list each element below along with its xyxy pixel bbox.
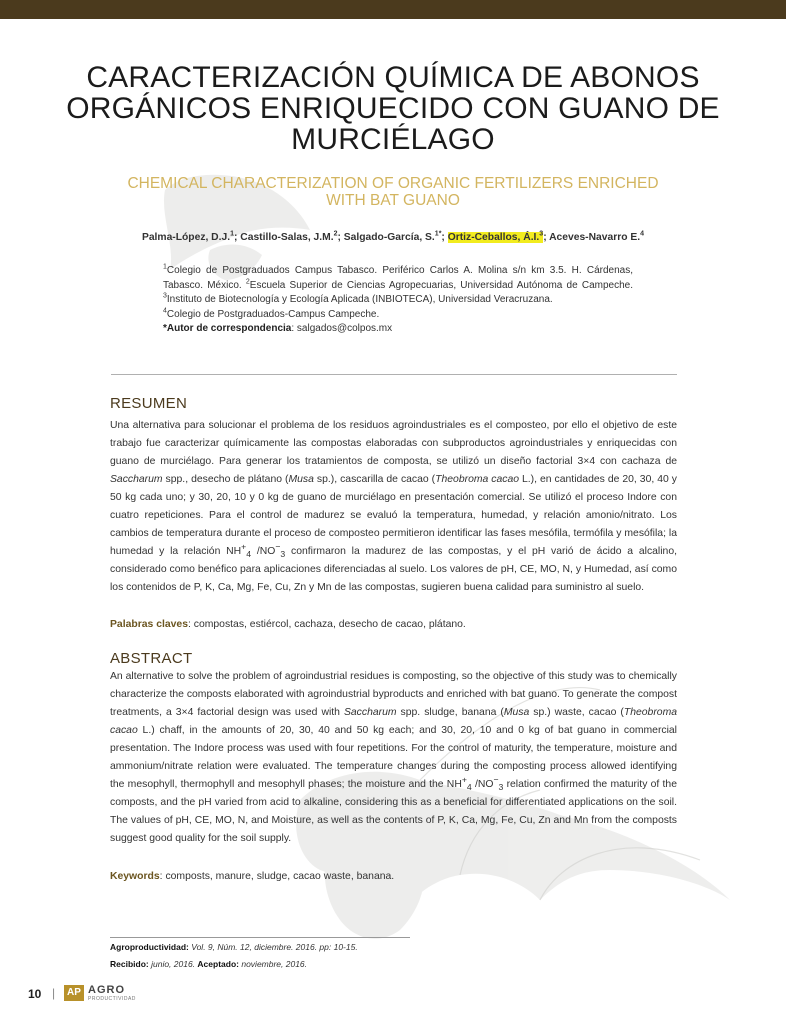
author-name: Ortiz-Ceballos, Á.I. [447, 232, 540, 243]
formula-sup: + [461, 774, 467, 785]
formula-sub: 4 [246, 549, 252, 560]
section-divider [111, 374, 677, 375]
correspondence-label: *Autor de correspondencia [163, 323, 292, 334]
text-run: sp.), cascarilla de cacao ( [313, 474, 436, 485]
text-run: L.), en cantidades de 20, 30, 40 y 50 kg cada uno; y 30, 20, 10 y 0 kg de guano de murciélago en presentación comercial. Se utilizó el proceso Indore con cuatro repeticiones. Para el control de madurez se evaluó la temperatura, humedad, y relación amonio/nitrato. Los cambios de temperatura durante el proceso de composteo permitieron identificar las fases mesófila, termófila y mesófila; la humedad y la relación NH [110, 474, 677, 557]
journal-logo [64, 984, 154, 1004]
footer-divider [110, 937, 410, 938]
affiliation-text: Instituto de Biotecnología y Ecología Aplicada (INBIOTECA), Universidad Veracruzana. [166, 294, 553, 305]
logo-agro-text: AGRO [88, 984, 125, 996]
affiliation-block [163, 264, 633, 308]
author-separator: ; [441, 232, 445, 243]
formula-sup: − [275, 541, 281, 552]
affiliation-sup: 2 [245, 278, 250, 286]
text-run: confirmaron la madurez de las compostas, y el pH varió de ácido a alcalino, considerado como benéfico para aplicaciones diferenciadas al suelo. Los valores de pH, CE, MO, N, y Humedad, así como los contenidos de P, K, Ca, Mg, Fe, Cu, Zn y Mn de las compostas, sugieren buena calidad para suministro al suelo. [110, 546, 677, 593]
page-title: CARACTERIZACIÓN QUÍMICA DE ABONOS ORGÁNICOS ENRIQUECIDO CON GUANO DE MURCIÉLAGO [66, 61, 720, 156]
abstract-paragraph [110, 668, 677, 848]
author-name: Castillo-Salas, J.M. [240, 232, 334, 243]
keywords-label: Keywords [110, 871, 160, 882]
text-run: L.) chaff, in the amounts of 20, 30, 40 and 50 kg each; and 30, 20, 10 and 0 kg of bat guano in commercial presentation. The Indore process was used with four repetitions. For the control of maturity, the temperature, moisture and ammonium/nitrate relation were evaluated. The temperature changes during the composting process allowed identifying the mesophyll, thermophyll and mesophyll phases; the moisture and the NH [110, 725, 677, 790]
correspondence [163, 322, 633, 337]
author-separator: ; [337, 232, 341, 243]
author-sup: 1* [434, 230, 442, 238]
affiliation-text: Colegio de Postgraduados Campus Tabasco. Periférico Carlos A. Molina s/n km 3.5. H. Cárdenas, Tabasco. México. [163, 265, 633, 291]
author-name: Aceves-Navarro E. [549, 232, 641, 243]
page-number: 10 [28, 987, 42, 1001]
formula-sup: − [493, 774, 499, 785]
affiliation-text: Colegio de Postgraduados-Campus Campeche. [166, 308, 380, 320]
affiliation-text: Escuela Superior de Ciencias Agropecuarias, Universidad Autónoma de Campeche. [249, 279, 633, 291]
formula-sub: 4 [466, 782, 472, 793]
text-italic: Musa [503, 707, 530, 718]
formula-sup: + [241, 541, 247, 552]
affiliation-sup: 1 [163, 263, 167, 271]
journal-citation [110, 942, 530, 952]
author-list [80, 232, 706, 243]
formula-sub: 3 [280, 549, 286, 560]
author-separator: ; [233, 232, 238, 243]
text-run: sp.) waste, cacao ( [529, 707, 624, 718]
abstract-heading: ABSTRACT [110, 650, 193, 667]
palabras-claves [110, 619, 677, 630]
text-run: /NO [251, 546, 276, 557]
text-run: relation confirmed the maturity of the composts, and the pH varied from acid to alkaline, considering this as a beneficial for differentiated applications on the soil. The values of pH, CE, MO, N, and Moisture, as well as the contents of P, K, Ca, Mg, Fe, Cu, Zn and Mn from the composts suggest good quality for the soil supply. [110, 779, 677, 844]
text-italic: Theobroma cacao [110, 707, 678, 736]
keywords [110, 871, 677, 882]
accepted-label: Aceptado: [197, 959, 239, 969]
logo-ap-mark: AP [64, 985, 84, 1001]
received-accepted [110, 959, 530, 969]
journal-label: Agroproductividad: [110, 942, 189, 952]
author-sup: 2 [333, 230, 338, 238]
top-bar [0, 0, 786, 19]
affiliations [163, 264, 633, 337]
text-run: spp. sludge, banana ( [396, 707, 504, 718]
correspondence-email: : salgados@colpos.mx [291, 323, 393, 334]
footer-separator: | [52, 986, 56, 1000]
author-sup: 4 [640, 230, 645, 238]
text-run: spp., desecho de plátano ( [162, 474, 289, 485]
text-run: /NO [471, 779, 494, 790]
author-sup: 1 [230, 230, 234, 238]
accepted-date: noviembre, 2016. [238, 959, 308, 969]
text-run: An alternative to solve the problem of agroindustrial residues is composting, so the objective of this study was to chemically characterize the composts elaborated with agroindustrial byproducts and enriched with bat guano. To generate the compost treatments, a 3×4 factorial design was used with [110, 671, 678, 718]
text-run: Una alternativa para solucionar el problema de los residuos agroindustriales es el composteo, por ello el objetivo de este trabajo fue caracterizar químicamente las compostas elaboradas con subproductos agroindustriales y enriquecidas con guano de murciélago. Para generar los tratamientos de composta, se utilizó un diseño factorial 3×4 con cachaza de [110, 420, 677, 467]
palabras-text: : compostas, estiércol, cachaza, desecho de cacao, plátano. [188, 619, 466, 630]
author-name: Salgado-García, S. [343, 232, 435, 243]
text-italic: Musa [288, 474, 314, 485]
text-italic: Theobroma cacao [435, 474, 519, 485]
text-italic: Saccharum [110, 474, 163, 485]
author-name: Palma-López, D.J. [141, 232, 231, 243]
resumen-paragraph [110, 417, 677, 597]
author-separator: ; [543, 232, 547, 243]
affiliation-block [163, 308, 633, 323]
keywords-text: : composts, manure, sludge, cacao waste, banana. [159, 871, 395, 882]
received-label: Recibido: [110, 959, 149, 969]
text-italic: Saccharum [343, 707, 397, 718]
received-date: junio, 2016. [148, 959, 198, 969]
author-name-highlighted [448, 232, 543, 243]
affiliation-sup: 4 [163, 307, 167, 315]
page-subtitle: CHEMICAL CHARACTERIZATION OF ORGANIC FERTILIZERS ENRICHED WITH BAT GUANO [127, 175, 659, 209]
journal-ref: Vol. 9, Núm. 12, diciembre. 2016. pp: 10-15. [188, 942, 358, 952]
resumen-heading: RESUMEN [110, 395, 188, 412]
palabras-label: Palabras claves [110, 619, 188, 630]
logo-prod-text: PRODUCTIVIDAD [88, 996, 136, 1002]
author-sup: 3 [539, 230, 544, 238]
affiliation-sup: 3 [163, 292, 167, 300]
formula-sub: 3 [498, 782, 504, 793]
